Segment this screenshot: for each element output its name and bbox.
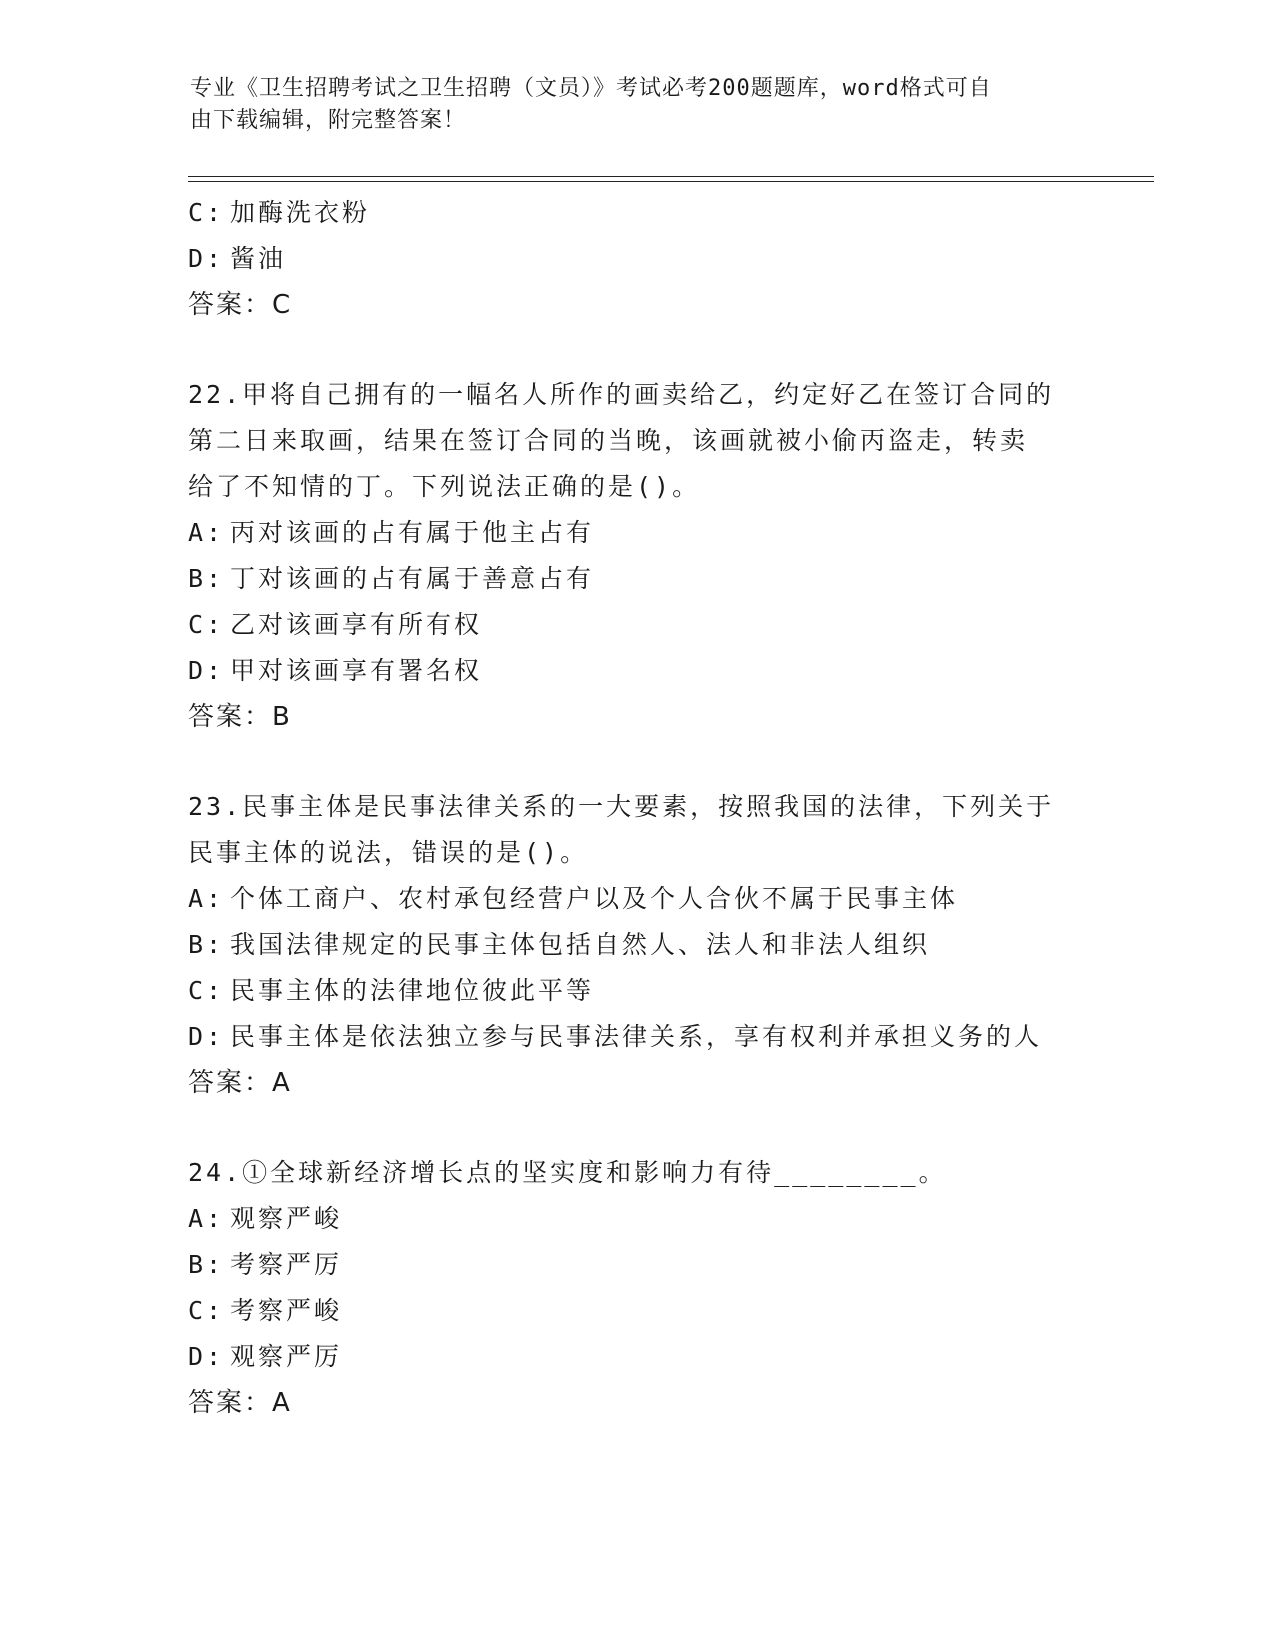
option-text: 我国法律规定的民事主体包括自然人、法人和非法人组织: [230, 930, 931, 959]
question-text-line: 给了不知情的丁。下列说法正确的是()。: [188, 472, 701, 501]
answer-line: 答案：C: [188, 290, 293, 320]
option-text: 民事主体是依法独立参与民事法律关系，享有权利并承担义务的人: [230, 1022, 1043, 1051]
option-line: [188, 648, 1088, 694]
option-text: 酱油: [230, 244, 287, 273]
answer-line: 答案：A: [188, 1068, 292, 1098]
option-text: 个体工商户、农村承包经营户以及个人合伙不属于民事主体: [230, 884, 959, 913]
option-key: C:: [188, 976, 225, 1005]
option-line: [188, 602, 1088, 648]
header-line-1: 专业《卫生招聘考试之卫生招聘（文员）》考试必考200题题库，word格式可自: [190, 76, 992, 101]
answer-line: 答案：A: [188, 1388, 292, 1418]
option-line: [188, 968, 1088, 1014]
header-line-2: 由下载编辑，附完整答案！: [190, 108, 467, 133]
option-line: [188, 190, 1088, 236]
option-key: C:: [188, 198, 225, 227]
option-line: [188, 1242, 1088, 1288]
option-key: C:: [188, 610, 225, 639]
answer-line: 答案：B: [188, 702, 292, 732]
option-line: [188, 510, 1088, 556]
option-text: 乙对该画享有所有权: [230, 610, 483, 639]
question-text-line: 22.甲将自己拥有的一幅名人所作的画卖给乙，约定好乙在签订合同的: [188, 380, 1055, 409]
option-text: 丁对该画的占有属于善意占有: [230, 564, 595, 593]
option-key: B:: [188, 564, 225, 593]
option-text: 民事主体的法律地位彼此平等: [230, 976, 595, 1005]
option-line: [188, 236, 1088, 282]
option-key: A:: [188, 518, 225, 547]
option-key: B:: [188, 1250, 225, 1279]
option-key: D:: [188, 1342, 225, 1371]
question-text-line: 24.①全球新经济增长点的坚实度和影响力有待________。: [188, 1158, 947, 1187]
option-key: B:: [188, 930, 225, 959]
option-line: [188, 1288, 1088, 1334]
option-text: 观察严厉: [230, 1342, 343, 1371]
option-key: D:: [188, 656, 225, 685]
option-text: 甲对该画享有署名权: [230, 656, 483, 685]
option-key: A:: [188, 884, 225, 913]
option-text: 加酶洗衣粉: [230, 198, 371, 227]
option-line: [188, 922, 1088, 968]
continuation-block: [188, 190, 1088, 328]
question-block: [188, 372, 1088, 740]
option-key: A:: [188, 1204, 225, 1233]
option-text: 考察严峻: [230, 1296, 343, 1325]
question-block: [188, 1150, 1088, 1426]
option-text: 考察严厉: [230, 1250, 343, 1279]
question-text-line: 民事主体的说法，错误的是()。: [188, 838, 589, 867]
option-line: [188, 1014, 1088, 1060]
option-key: D:: [188, 244, 225, 273]
header-divider-bottom: [188, 181, 1154, 182]
option-line: [188, 1196, 1088, 1242]
question-text-line: 23.民事主体是民事法律关系的一大要素，按照我国的法律，下列关于: [188, 792, 1055, 821]
option-line: [188, 556, 1088, 602]
question-content: [188, 190, 1088, 1426]
option-key: D:: [188, 1022, 225, 1051]
option-text: 观察严峻: [230, 1204, 343, 1233]
question-text-line: 第二日来取画，结果在签订合同的当晚，该画就被小偷丙盗走，转卖: [188, 426, 1029, 455]
option-line: [188, 876, 1088, 922]
option-line: [188, 1334, 1088, 1380]
header-divider-top: [188, 176, 1154, 177]
option-key: C:: [188, 1296, 225, 1325]
document-header: [190, 73, 1070, 137]
option-text: 丙对该画的占有属于他主占有: [230, 518, 595, 547]
question-block: [188, 784, 1088, 1106]
